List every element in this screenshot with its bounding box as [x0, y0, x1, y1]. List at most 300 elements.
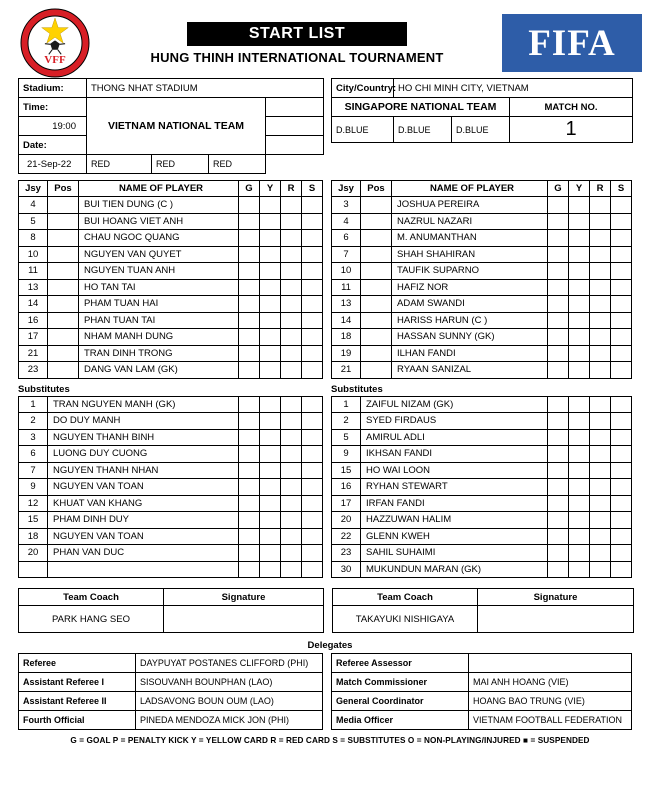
sub-yellow [260, 446, 281, 463]
table-row [332, 528, 632, 545]
player-yellow [260, 362, 281, 379]
sub-yellow [569, 413, 590, 430]
player-pos [361, 263, 392, 280]
player-red [281, 279, 302, 296]
player-pos [361, 279, 392, 296]
sub-jsy: 17 [332, 495, 361, 512]
sub-red [590, 528, 611, 545]
table-row [19, 197, 323, 214]
home-coach-signature [164, 606, 324, 633]
sub-on [302, 545, 323, 562]
sub-on [611, 446, 632, 463]
home-coach-label: Team Coach [19, 589, 164, 606]
table-row [332, 329, 632, 346]
sub-red [590, 479, 611, 496]
player-sub [611, 246, 632, 263]
table-row [332, 263, 632, 280]
player-red [281, 230, 302, 247]
col-pos: Pos [361, 181, 392, 197]
title-block [92, 22, 502, 65]
delegate-row [332, 711, 632, 730]
player-goals [239, 263, 260, 280]
sub-name: ZAIFUL NIZAM (GK) [361, 396, 548, 413]
player-name: PHAM TUAN HAI [79, 296, 239, 313]
legend-text: G = GOAL P = PENALTY KICK Y = YELLOW CARD R = RED CARD S = SUBSTITUTES O = NON-PLAYING/INJURED ■ = SUSPENDED [70, 736, 590, 745]
sub-jsy: 22 [332, 528, 361, 545]
sub-goals [239, 429, 260, 446]
delegate-name: LADSAVONG BOUN OUM (LAO) [136, 692, 323, 711]
player-jsy: 18 [332, 329, 361, 346]
player-pos [361, 345, 392, 362]
sub-goals [548, 528, 569, 545]
svg-text:VFF: VFF [44, 54, 66, 66]
sub-jsy: 1 [19, 396, 48, 413]
col-s: S [302, 181, 323, 197]
col-jsy: Jsy [332, 181, 361, 197]
player-goals [239, 213, 260, 230]
sub-on [611, 413, 632, 430]
date-value: 21-Sep-22 [19, 155, 87, 174]
sub-goals [548, 479, 569, 496]
player-yellow [260, 263, 281, 280]
sub-name: AMIRUL ADLI [361, 429, 548, 446]
table-row [332, 512, 632, 529]
sub-name: NGUYEN VAN TOAN [48, 528, 239, 545]
city-label: City/Country: [332, 79, 394, 98]
col-r: R [590, 181, 611, 197]
table-row [332, 197, 632, 214]
sub-on [611, 479, 632, 496]
away-coach-label: Team Coach [333, 589, 478, 606]
player-sub [611, 345, 632, 362]
sub-yellow [260, 396, 281, 413]
sub-yellow [260, 528, 281, 545]
sub-name: SAHIL SUHAIMI [361, 545, 548, 562]
delegates-block [18, 653, 642, 730]
player-red [281, 296, 302, 313]
sub-jsy: 30 [332, 561, 361, 578]
player-goals [239, 246, 260, 263]
away-coach-table [332, 588, 634, 633]
sub-on [611, 462, 632, 479]
time-value: 19:00 [19, 117, 87, 136]
table-row [19, 329, 323, 346]
player-red [590, 312, 611, 329]
player-name: HO TAN TAI [79, 279, 239, 296]
player-jsy: 23 [19, 362, 48, 379]
home-kit-2: RED [152, 155, 209, 174]
player-red [590, 362, 611, 379]
delegate-name: HOANG BAO TRUNG (VIE) [469, 692, 632, 711]
player-yellow [260, 296, 281, 313]
table-row [332, 561, 632, 578]
sub-name: KHUAT VAN KHANG [48, 495, 239, 512]
sub-jsy: 16 [332, 479, 361, 496]
player-yellow [260, 246, 281, 263]
sub-red [281, 545, 302, 562]
player-jsy: 4 [332, 213, 361, 230]
sub-yellow [569, 479, 590, 496]
sub-name: IKHSAN FANDI [361, 446, 548, 463]
player-jsy: 6 [332, 230, 361, 247]
player-red [281, 362, 302, 379]
table-row [19, 279, 323, 296]
player-name: TAUFIK SUPARNO [392, 263, 548, 280]
sub-goals [548, 446, 569, 463]
player-pos [361, 296, 392, 313]
player-yellow [569, 213, 590, 230]
sub-on [302, 495, 323, 512]
player-pos [48, 329, 79, 346]
player-goals [548, 263, 569, 280]
player-jsy: 21 [332, 362, 361, 379]
sub-goals [239, 545, 260, 562]
sub-yellow [260, 429, 281, 446]
player-jsy: 3 [332, 197, 361, 214]
away-kit-3: D.BLUE [452, 117, 510, 143]
player-goals [239, 279, 260, 296]
table-row [19, 495, 323, 512]
delegate-name: SISOUVANH BOUNPHAN (LAO) [136, 673, 323, 692]
player-jsy: 11 [19, 263, 48, 280]
player-red [590, 263, 611, 280]
col-r: R [281, 181, 302, 197]
sub-jsy: 23 [332, 545, 361, 562]
sub-yellow [260, 413, 281, 430]
player-sub [611, 279, 632, 296]
player-yellow [569, 312, 590, 329]
player-sub [302, 296, 323, 313]
sub-name: GLENN KWEH [361, 528, 548, 545]
player-yellow [260, 213, 281, 230]
sub-red [281, 528, 302, 545]
player-name: DANG VAN LAM (GK) [79, 362, 239, 379]
player-goals [548, 279, 569, 296]
sub-name: MUKUNDUN MARAN (GK) [361, 561, 548, 578]
player-pos [48, 230, 79, 247]
sub-yellow [260, 561, 281, 578]
home-substitutes-table [18, 396, 323, 579]
player-pos [361, 213, 392, 230]
player-name: ADAM SWANDI [392, 296, 548, 313]
sub-jsy [19, 561, 48, 578]
player-name: CHAU NGOC QUANG [79, 230, 239, 247]
player-name: HASSAN SUNNY (GK) [392, 329, 548, 346]
home-kit-3: RED [209, 155, 266, 174]
player-pos [361, 230, 392, 247]
table-row [19, 345, 323, 362]
player-red [590, 345, 611, 362]
table-row [332, 413, 632, 430]
sub-red [590, 446, 611, 463]
fifa-logo-text: FIFA [528, 22, 616, 64]
document-header [0, 0, 660, 78]
table-row [332, 362, 632, 379]
player-name: PHAN TUAN TAI [79, 312, 239, 329]
sub-goals [239, 479, 260, 496]
match-info-block [18, 78, 642, 174]
fifa-logo [502, 14, 642, 72]
table-row [332, 246, 632, 263]
sub-on [302, 512, 323, 529]
home-signature-label: Signature [164, 589, 324, 606]
page-title: START LIST [187, 22, 407, 46]
player-yellow [569, 279, 590, 296]
away-signature-label: Signature [478, 589, 634, 606]
sub-jsy: 6 [19, 446, 48, 463]
sub-on [611, 495, 632, 512]
player-sub [302, 279, 323, 296]
player-yellow [569, 246, 590, 263]
sub-red [590, 396, 611, 413]
sub-yellow [260, 462, 281, 479]
player-red [590, 213, 611, 230]
player-name: JOSHUA PEREIRA [392, 197, 548, 214]
sub-jsy: 15 [332, 462, 361, 479]
sub-goals [239, 446, 260, 463]
match-no-value: 1 [510, 117, 633, 143]
table-row [19, 512, 323, 529]
player-yellow [569, 230, 590, 247]
player-jsy: 16 [19, 312, 48, 329]
home-info-table [18, 78, 324, 174]
table-row [332, 279, 632, 296]
col-name: NAME OF PLAYER [79, 181, 239, 197]
delegate-role: General Coordinator [332, 692, 469, 711]
player-pos [361, 362, 392, 379]
sub-red [281, 446, 302, 463]
player-red [281, 197, 302, 214]
table-row [19, 462, 323, 479]
player-sub [611, 213, 632, 230]
sub-yellow [569, 528, 590, 545]
player-red [281, 345, 302, 362]
sub-on [611, 512, 632, 529]
player-sub [302, 312, 323, 329]
player-red [281, 246, 302, 263]
sub-red [590, 512, 611, 529]
player-jsy: 10 [332, 263, 361, 280]
home-coach-table [18, 588, 324, 633]
player-jsy: 21 [19, 345, 48, 362]
player-jsy: 14 [19, 296, 48, 313]
sub-name: NGUYEN THANH NHAN [48, 462, 239, 479]
player-goals [239, 296, 260, 313]
sub-yellow [260, 479, 281, 496]
table-row [19, 545, 323, 562]
player-yellow [260, 345, 281, 362]
sub-goals [548, 495, 569, 512]
col-y: Y [260, 181, 281, 197]
player-sub [611, 329, 632, 346]
sub-goals [548, 429, 569, 446]
sub-yellow [260, 495, 281, 512]
sub-goals [239, 495, 260, 512]
delegate-name: MAI ANH HOANG (VIE) [469, 673, 632, 692]
player-name: HAFIZ NOR [392, 279, 548, 296]
table-row [19, 230, 323, 247]
sub-goals [239, 528, 260, 545]
table-row [332, 479, 632, 496]
table-row [19, 246, 323, 263]
sub-on [611, 545, 632, 562]
delegate-row [19, 711, 323, 730]
delegate-name: PINEDA MENDOZA MICK JON (PHI) [136, 711, 323, 730]
sub-name: PHAN VAN DUC [48, 545, 239, 562]
player-goals [239, 362, 260, 379]
col-jsy: Jsy [19, 181, 48, 197]
sub-on [302, 446, 323, 463]
player-pos [48, 296, 79, 313]
delegates-left-table [18, 653, 323, 730]
delegate-role: Assistant Referee II [19, 692, 136, 711]
stadium-label: Stadium: [19, 79, 87, 98]
table-row [19, 479, 323, 496]
table-row [19, 446, 323, 463]
player-yellow [569, 197, 590, 214]
sub-jsy: 5 [332, 429, 361, 446]
player-goals [548, 362, 569, 379]
player-name: NGUYEN VAN QUYET [79, 246, 239, 263]
player-yellow [569, 263, 590, 280]
away-kit-1: D.BLUE [332, 117, 394, 143]
player-goals [239, 230, 260, 247]
player-pos [48, 312, 79, 329]
delegate-row [19, 673, 323, 692]
home-coach-name: PARK HANG SEO [19, 606, 164, 633]
col-g: G [239, 181, 260, 197]
player-pos [48, 197, 79, 214]
player-pos [48, 263, 79, 280]
table-row [19, 413, 323, 430]
player-goals [548, 246, 569, 263]
player-red [590, 296, 611, 313]
player-red [590, 230, 611, 247]
delegate-row [19, 654, 323, 673]
sub-jsy: 20 [19, 545, 48, 562]
sub-name: NGUYEN THANH BINH [48, 429, 239, 446]
sub-red [590, 413, 611, 430]
sub-yellow [260, 512, 281, 529]
time-label: Time: [19, 98, 87, 117]
sub-on [302, 429, 323, 446]
table-row [332, 296, 632, 313]
sub-jsy: 2 [19, 413, 48, 430]
sub-red [281, 479, 302, 496]
sub-jsy: 3 [19, 429, 48, 446]
sub-jsy: 1 [332, 396, 361, 413]
player-jsy: 13 [332, 296, 361, 313]
delegate-row [332, 673, 632, 692]
away-substitutes-table [331, 396, 632, 579]
delegates-right-table [331, 653, 632, 730]
sub-red [281, 495, 302, 512]
sub-jsy: 9 [332, 446, 361, 463]
player-sub [302, 213, 323, 230]
away-coach-name: TAKAYUKI NISHIGAYA [333, 606, 478, 633]
stadium-value: THONG NHAT STADIUM [87, 79, 324, 98]
player-jsy: 7 [332, 246, 361, 263]
sub-jsy: 9 [19, 479, 48, 496]
player-goals [548, 312, 569, 329]
player-goals [548, 197, 569, 214]
player-sub [611, 362, 632, 379]
player-name: NGUYEN TUAN ANH [79, 263, 239, 280]
player-pos [48, 362, 79, 379]
away-kit-2: D.BLUE [394, 117, 452, 143]
delegate-role: Match Commissioner [332, 673, 469, 692]
sub-on [611, 429, 632, 446]
player-pos [48, 213, 79, 230]
delegate-name [469, 654, 632, 673]
table-row [332, 446, 632, 463]
delegate-role: Referee [19, 654, 136, 673]
sub-jsy: 2 [332, 413, 361, 430]
sub-red [281, 512, 302, 529]
player-jsy: 17 [19, 329, 48, 346]
sub-red [281, 561, 302, 578]
city-value: HO CHI MINH CITY, VIETNAM [394, 79, 633, 98]
col-y: Y [569, 181, 590, 197]
player-pos [361, 246, 392, 263]
player-jsy: 8 [19, 230, 48, 247]
vff-logo-icon [18, 6, 92, 80]
table-row [19, 429, 323, 446]
sub-name: PHAM DINH DUY [48, 512, 239, 529]
delegate-row [332, 654, 632, 673]
sub-goals [548, 561, 569, 578]
player-name: ILHAN FANDI [392, 345, 548, 362]
player-goals [239, 329, 260, 346]
sub-on [302, 479, 323, 496]
player-sub [302, 246, 323, 263]
sub-on [611, 561, 632, 578]
table-row [332, 213, 632, 230]
home-starters-table [18, 180, 323, 379]
delegate-name: DAYPUYAT POSTANES CLIFFORD (PHI) [136, 654, 323, 673]
player-goals [548, 230, 569, 247]
col-g: G [548, 181, 569, 197]
player-red [281, 312, 302, 329]
sub-jsy: 20 [332, 512, 361, 529]
player-yellow [569, 329, 590, 346]
table-row [332, 462, 632, 479]
delegate-role: Assistant Referee I [19, 673, 136, 692]
delegate-row [332, 692, 632, 711]
player-yellow [569, 345, 590, 362]
delegate-role: Fourth Official [19, 711, 136, 730]
player-yellow [260, 197, 281, 214]
sub-yellow [569, 446, 590, 463]
table-row [332, 345, 632, 362]
player-name: TRAN DINH TRONG [79, 345, 239, 362]
player-sub [611, 312, 632, 329]
sub-yellow [260, 545, 281, 562]
table-row [19, 213, 323, 230]
sub-on [302, 413, 323, 430]
delegate-role: Media Officer [332, 711, 469, 730]
player-pos [48, 246, 79, 263]
sub-name: SYED FIRDAUS [361, 413, 548, 430]
sub-name [48, 561, 239, 578]
delegate-row [19, 692, 323, 711]
player-red [590, 279, 611, 296]
player-name: SHAH SHAHIRAN [392, 246, 548, 263]
sub-goals [548, 545, 569, 562]
player-goals [548, 329, 569, 346]
player-goals [239, 345, 260, 362]
player-sub [611, 197, 632, 214]
